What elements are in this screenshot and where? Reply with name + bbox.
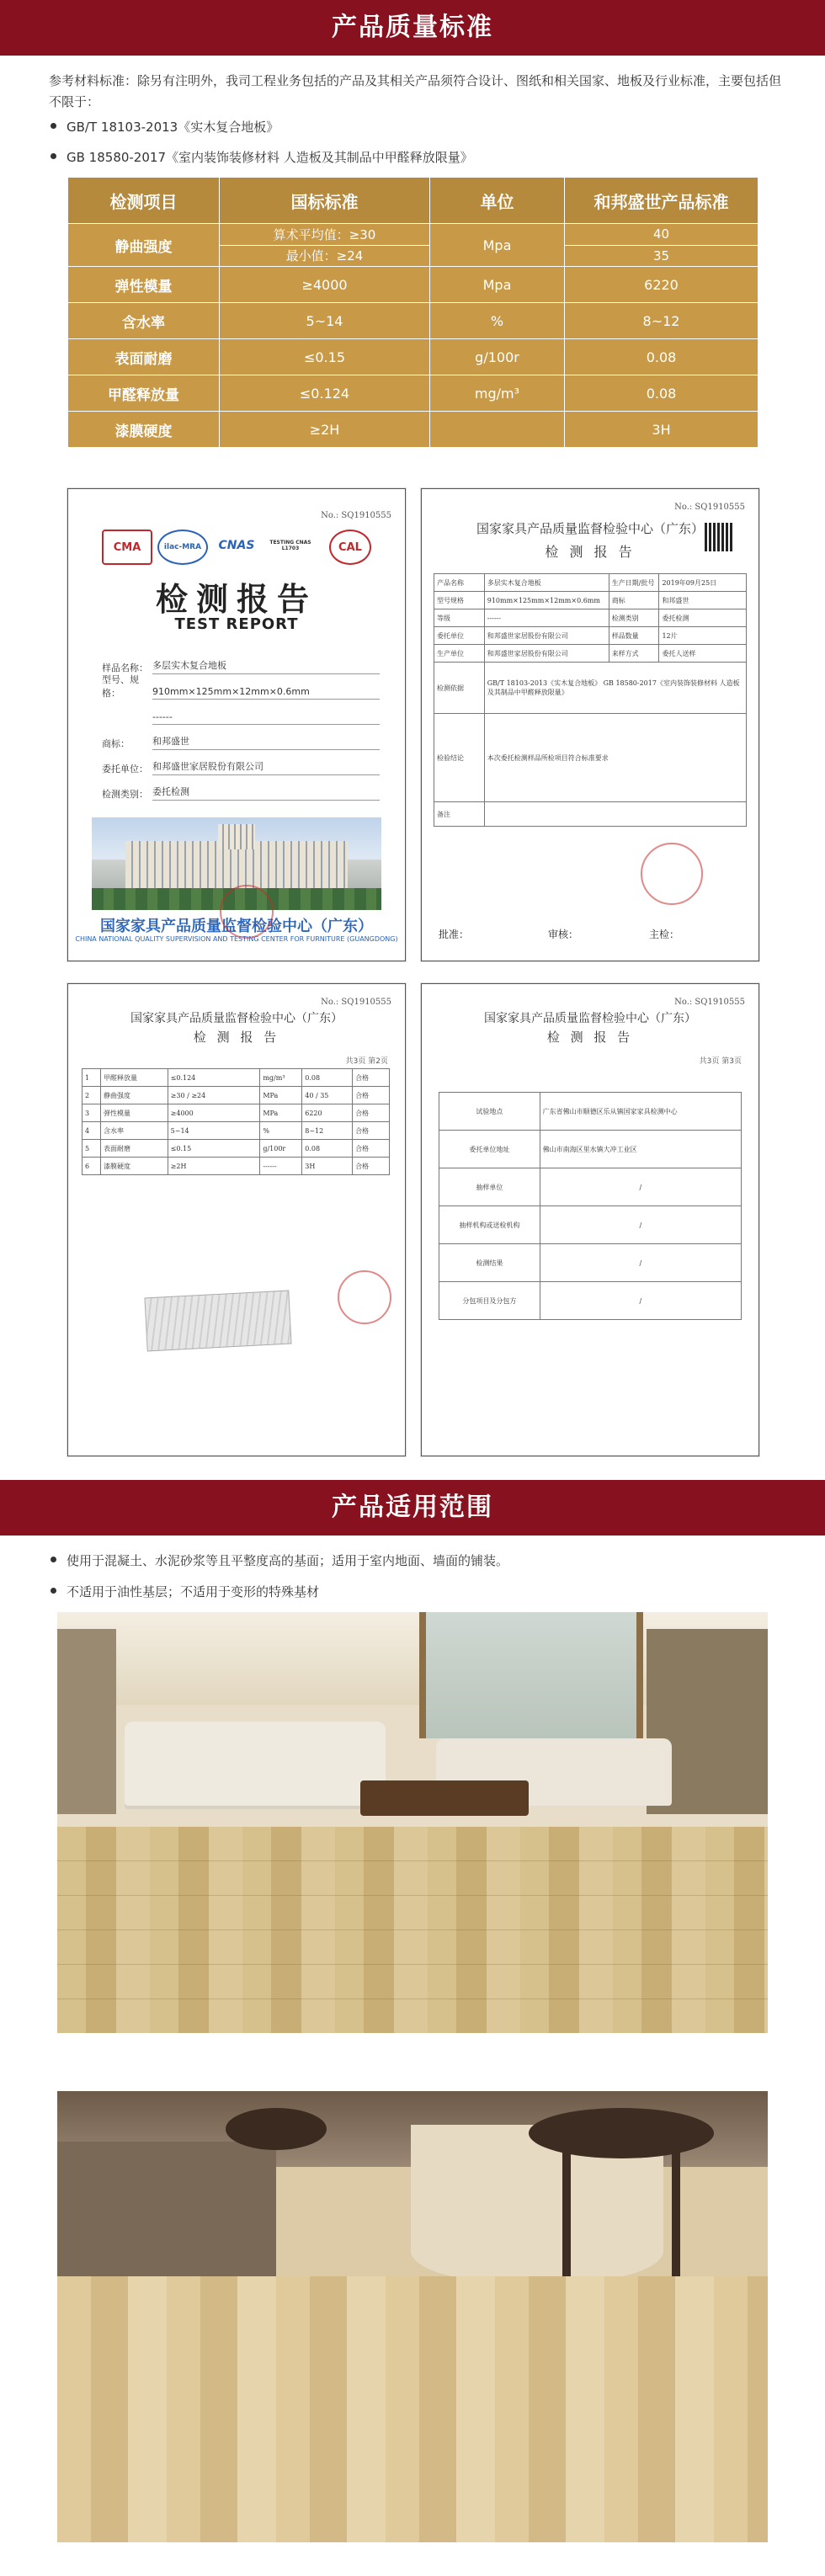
test-report-cover	[67, 488, 406, 961]
scope-section-banner	[0, 1480, 825, 1535]
table-cell: ≥4000	[220, 267, 430, 303]
round-table	[529, 2108, 714, 2158]
table-row: 6 漆膜硬度 ≥2H ------ 3H 合格	[82, 1158, 390, 1175]
testing-center-name: 国家家具产品质量监督检验中心（广东）	[100, 918, 373, 935]
cma-logo-icon: CMA	[102, 530, 152, 565]
certification-logos	[102, 530, 380, 567]
coffee-table	[360, 1780, 529, 1816]
table-cell: 含水率	[68, 303, 220, 339]
table-cell: 5~14	[220, 303, 430, 339]
official-seal-icon	[641, 843, 703, 905]
table-row: 型号规格 910mm×125mm×12mm×0.6mm 商标 和邦盛世	[434, 592, 747, 609]
table-row: 检测依据 GB/T 18103-2013《实木复合地板》 GB 18580-2017《室内装饰装修材料 人造板及其制品中甲醛释放限量》	[434, 663, 747, 714]
table-cell: 35	[565, 245, 758, 267]
table-row: 试验地点 广东省佛山市顺德区乐从镇国家家具检测中心	[439, 1093, 742, 1131]
sofa	[125, 1722, 386, 1806]
table-cell: 弹性模量	[68, 267, 220, 303]
bullet-icon	[51, 1557, 56, 1562]
scope-item: 不适用于油性基层；不适用于变形的特殊基材	[51, 1583, 319, 1600]
table-cell: %	[430, 303, 565, 339]
table-row: 生产单位 和邦盛世家居股份有限公司 来样方式 委托人送样	[434, 645, 747, 663]
table-cell: Mpa	[430, 224, 565, 267]
table-cell: ≤0.15	[220, 339, 430, 375]
table-cell: 6220	[565, 267, 758, 303]
wall-panel	[57, 2142, 276, 2276]
test-info-table	[439, 1092, 742, 1320]
table-row: 抽样机构或送检机构 /	[439, 1206, 742, 1244]
quality-section-title: 产品质量标准	[332, 13, 493, 42]
scope-section-title: 产品适用范围	[332, 1493, 493, 1522]
report-center-title: 国家家具产品质量监督检验中心（广东）	[476, 521, 704, 536]
cal-logo-icon: CAL	[329, 530, 371, 565]
report-fields	[102, 649, 380, 801]
bullet-icon	[51, 153, 56, 159]
table-cell: 甲醛释放量	[68, 375, 220, 412]
table-cell: ≥2H	[220, 412, 430, 448]
report-number: No.: SQ1910555	[321, 998, 391, 1007]
window	[419, 1612, 643, 1738]
testing-cnas-label: TESTING CNAS L1703	[269, 540, 311, 551]
table-cell: 8~12	[565, 303, 758, 339]
table-row: 备注	[434, 802, 747, 827]
report-field: 委托单位： 和邦盛世家居股份有限公司	[102, 750, 380, 775]
table-row	[68, 267, 758, 303]
sample-photo	[144, 1291, 291, 1352]
report-title: 检测报告	[155, 580, 317, 618]
official-seal-icon	[338, 1270, 391, 1324]
table-row	[68, 412, 758, 448]
wood-floor	[57, 1827, 768, 2033]
standard-item: GB 18580-2017《室内装饰装修材料 人造板及其制品中甲醛释放限量》	[51, 148, 473, 166]
table-row: 等级 ------ 检测类别 委托检测	[434, 609, 747, 627]
table-header: 国标标准	[220, 178, 430, 224]
table-cell: 最小值：≥24	[220, 245, 430, 267]
bullet-icon	[51, 123, 56, 129]
ilac-mra-logo-icon: ilac-MRA	[157, 530, 208, 565]
cnas-logo-icon: CNAS	[218, 539, 255, 552]
table-header: 检测项目	[68, 178, 220, 224]
table-cell: 静曲强度	[68, 224, 220, 267]
table-row: 抽样单位 /	[439, 1168, 742, 1206]
qr-code-icon	[705, 523, 733, 551]
table-row	[68, 224, 758, 246]
test-results-table	[82, 1068, 390, 1175]
table-row: 4 含水率 5~14 % 8~12 合格	[82, 1122, 390, 1140]
report-field: ------	[102, 700, 380, 725]
test-report-page-3	[421, 983, 759, 1456]
living-room-photo	[57, 1612, 768, 2033]
quality-section-banner	[0, 0, 825, 56]
official-seal-icon	[220, 885, 274, 939]
table-cell	[430, 412, 565, 448]
approver-signature: 批准：	[439, 929, 470, 940]
test-report-page-1	[421, 488, 759, 961]
table-cell: 算术平均值：≥30	[220, 224, 430, 246]
table-row: 2 静曲强度 ≥30 / ≥24 MPa 40 / 35 合格	[82, 1087, 390, 1104]
page-indicator: 共3页 第2页	[345, 1057, 388, 1066]
report-field: 样品名称： 多层实木复合地板	[102, 649, 380, 674]
report-subtitle: 检 测 报 告	[545, 544, 636, 560]
table-row: 1 甲醛释放量 ≤0.124 mg/m³ 0.08 合格	[82, 1069, 390, 1087]
bullet-icon	[51, 1588, 56, 1594]
table-row	[68, 303, 758, 339]
report-field: 检测类别： 委托检测	[102, 775, 380, 801]
table-cell: 0.08	[565, 375, 758, 412]
report-center-title: 国家家具产品质量监督检验中心（广东）	[130, 1012, 343, 1025]
table-row	[68, 375, 758, 412]
report-number: No.: SQ1910555	[321, 511, 391, 520]
dining-room-photo	[57, 2091, 768, 2542]
table-cell: ≤0.124	[220, 375, 430, 412]
table-row: 5 表面耐磨 ≤0.15 g/100r 0.08 合格	[82, 1140, 390, 1158]
report-field: 型号、规格： 910mm×125mm×12mm×0.6mm	[102, 674, 380, 700]
page-indicator: 共3页 第3页	[699, 1057, 742, 1066]
table-row: 检验结论 本次委托检测样品所检项目符合标准要求	[434, 714, 747, 802]
report-center-title: 国家家具产品质量监督检验中心（广东）	[484, 1012, 696, 1025]
report-field: 商标： 和邦盛世	[102, 725, 380, 750]
table-cell: 表面耐磨	[68, 339, 220, 375]
table-cell: g/100r	[430, 339, 565, 375]
quality-standards-table	[67, 177, 758, 448]
table-row: 产品名称 多层实木复合地板 生产日期/批号 2019年09月25日	[434, 574, 747, 592]
table-header-row	[68, 178, 758, 224]
table-row: 委托单位地址 佛山市南海区里水镇大冲工业区	[439, 1131, 742, 1168]
report-number: No.: SQ1910555	[674, 503, 745, 512]
report-number: No.: SQ1910555	[674, 998, 745, 1007]
table-row: 委托单位 和邦盛世家居股份有限公司 样品数量 12片	[434, 627, 747, 645]
report-subtitle: 检 测 报 告	[193, 1030, 280, 1045]
table-cell: Mpa	[430, 267, 565, 303]
table-header: 单位	[430, 178, 565, 224]
report-info-table	[434, 573, 747, 827]
table-row	[68, 339, 758, 375]
wood-floor	[57, 2276, 768, 2542]
table-row: 3 弹性模量 ≥4000 MPa 6220 合格	[82, 1104, 390, 1122]
table-cell: 40	[565, 224, 758, 246]
curtain	[57, 1629, 116, 1814]
side-table	[226, 2108, 327, 2150]
table-header: 和邦盛世产品标准	[565, 178, 758, 224]
tester-signature: 主检：	[649, 929, 680, 940]
report-subtitle: TEST REPORT	[174, 615, 299, 633]
table-cell: mg/m³	[430, 375, 565, 412]
intro-text: 参考材料标准：除另有注明外，我司工程业务包括的产品及其相关产品须符合设计、图纸和相关国家、地板及行业标准，主要包括但不限于：	[49, 73, 782, 109]
testing-center-name-en: CHINA NATIONAL QUALITY SUPERVISION AND TESTING CENTER FOR FURNITURE (GUANGDONG)	[75, 935, 398, 943]
table-cell: 0.08	[565, 339, 758, 375]
standard-item: GB/T 18103-2013《实木复合地板》	[51, 118, 279, 136]
scope-item: 使用于混凝土、水泥砂浆等且平整度高的基面；适用于室内地面、墙面的铺装。	[51, 1551, 508, 1569]
table-row: 检测结果 /	[439, 1244, 742, 1282]
test-report-page-2	[67, 983, 406, 1456]
reviewer-signature: 审核：	[548, 929, 579, 940]
table-cell: 漆膜硬度	[68, 412, 220, 448]
table-cell: 3H	[565, 412, 758, 448]
table-row: 分包项目及分包方 /	[439, 1282, 742, 1320]
report-subtitle: 检 测 报 告	[546, 1030, 634, 1045]
